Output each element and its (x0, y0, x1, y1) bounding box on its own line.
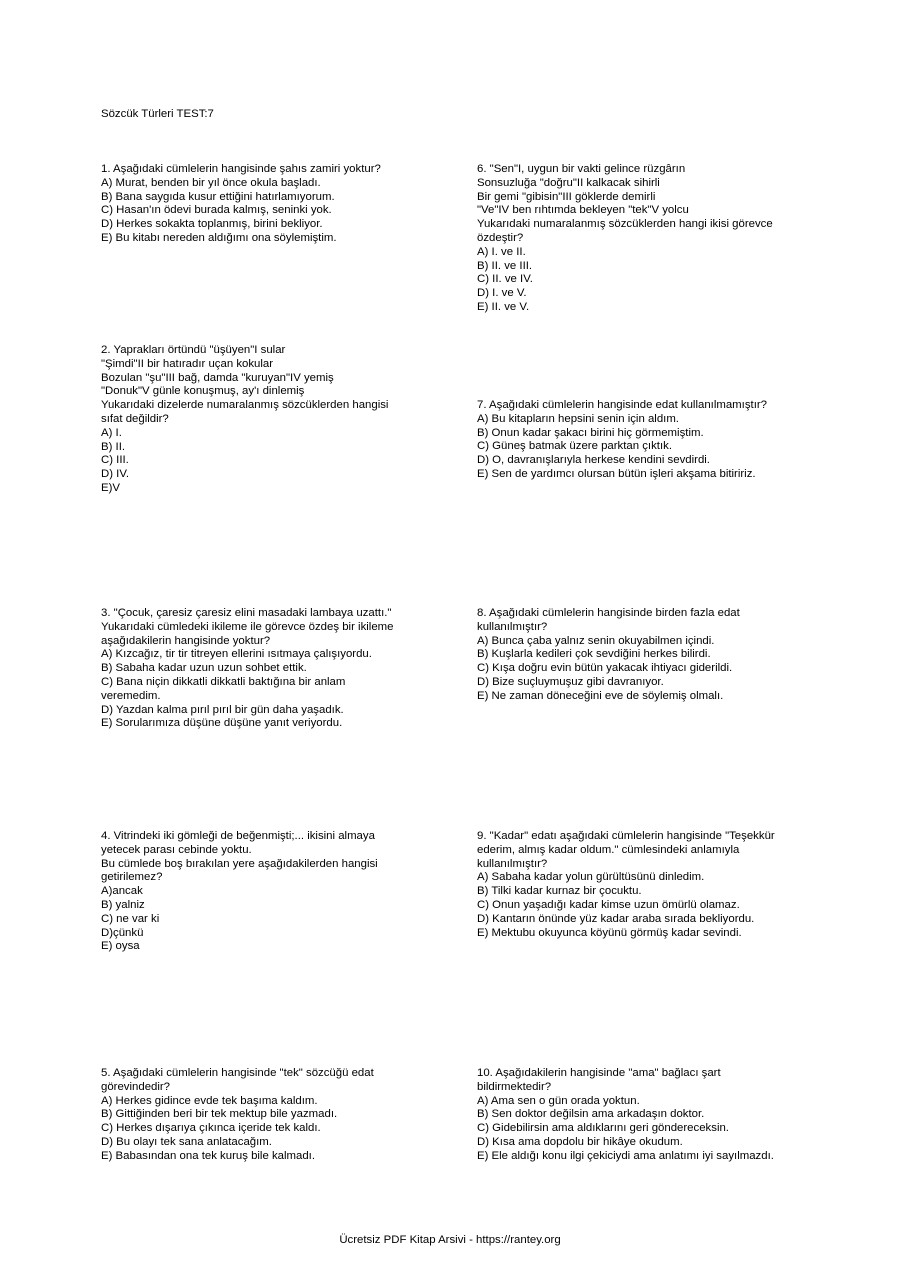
question-stem-line: Yukarıdaki cümledeki ikileme ile görevce özdeş bir ikileme (101, 620, 394, 633)
question-stem-line: Bozulan "şu"III bağ, damda "kuruyan"IV yemiş (101, 371, 334, 384)
question-7 (477, 399, 767, 482)
question-stem-line: 8. Aşağıdaki cümlelerin hangisinde birden fazla edat (477, 607, 740, 619)
answer-option: C) ne var ki (101, 912, 160, 925)
answer-option: D) Herkes sokakta toplanmış, birini bekliyor. (101, 218, 323, 231)
answer-option: B) Sabaha kadar uzun uzun sohbet ettik. (101, 662, 307, 675)
answer-option: A)ancak (101, 885, 143, 898)
question-8 (477, 607, 740, 704)
answer-option: A) I. ve II. (477, 245, 526, 258)
question-9 (477, 830, 775, 940)
answer-option: A) Murat, benden bir yıl önce okula başladı. (101, 176, 321, 189)
question-stem-line: özdeştir? (477, 231, 524, 244)
answer-option: D) Bu olayı tek sana anlatacağım. (101, 1135, 272, 1148)
question-stem-line: Yukarıdaki numaralanmış sözcüklerden hangi ikisi görevce (477, 218, 773, 231)
question-stem-line: aşağıdakilerin hangisinde yoktur? (101, 634, 271, 647)
answer-option: B) Sen doktor değilsin ama arkadaşın doktor. (477, 1108, 705, 1121)
answer-option: A) Herkes gidince evde tek başıma kaldım. (101, 1094, 318, 1107)
question-1 (101, 163, 381, 246)
answer-option: C) Güneş batmak üzere parktan çıktık. (477, 440, 672, 453)
answer-option: B) Gittiğinden beri bir tek mektup bile yazmadı. (101, 1108, 338, 1121)
question-2 (101, 344, 388, 496)
question-stem-line: 3. "Çocuk, çaresiz çaresiz elini masadaki lambaya uzattı." (101, 607, 392, 619)
question-stem-line: 4. Vitrindeki iki gömleği de beğenmişti;... ikisini almaya (101, 830, 375, 842)
question-stem-line: 5. Aşağıdaki cümlelerin hangisinde "tek" sözcüğü edat (101, 1067, 374, 1079)
answer-option: C) III. (101, 454, 129, 467)
answer-option: C) Gidebilirsin ama aldıklarını geri göndereceksin. (477, 1122, 729, 1135)
answer-option: B) II. ve III. (477, 259, 533, 272)
question-stem-line: ederim, almış kadar oldum." cümlesindeki anlamıyla (477, 843, 740, 856)
answer-option: A) I. (101, 426, 122, 439)
question-stem-line: görevindedir? (101, 1080, 171, 1093)
answer-option: B) II. (101, 440, 126, 453)
answer-option: A) Kızcağız, tir tir titreyen ellerini ısıtmaya çalışıyordu. (101, 648, 372, 661)
answer-option: E) Ne zaman döneceğini eve de söylemiş olmalı. (477, 689, 724, 702)
answer-option: E) Sorularımıza düşüne düşüne yanıt veriyordu. (101, 717, 343, 730)
answer-option: B) Onun kadar şakacı birini hiç görmemiştim. (477, 426, 704, 439)
question-stem-line: bildirmektedir? (477, 1080, 552, 1093)
answer-option: D) O, davranışlarıyla herkese kendini sevdirdi. (477, 454, 710, 467)
answer-option: C) Hasan'ın ödevi burada kalmış, seninki yok. (101, 204, 332, 217)
question-stem-line: Bu cümlede boş bırakılan yere aşağıdakilerden hangisi (101, 857, 378, 870)
answer-option: D) Kantarın önünde yüz kadar araba sırada bekliyordu. (477, 912, 755, 925)
answer-option: E)V (101, 481, 120, 494)
answer-option: D) I. ve V. (477, 287, 527, 300)
question-stem-line: 1. Aşağıdaki cümlelerin hangisinde şahıs zamiri yoktur? (101, 163, 381, 175)
question-10 (477, 1067, 774, 1164)
answer-option: C) Kışa doğru evin bütün yakacak ihtiyacı giderildi. (477, 662, 733, 675)
answer-option: E) II. ve V. (477, 300, 530, 313)
question-stem-line: sıfat değildir? (101, 412, 169, 425)
question-stem-line: Bir gemi "gibisin"III göklerde demirli (477, 190, 656, 203)
answer-option: E) Sen de yardımcı olursan bütün işleri akşama bitiririz. (477, 467, 756, 480)
question-stem-line: 2. Yaprakları örtündü "üşüyen"I sular (101, 344, 286, 356)
question-stem-line: "Donuk"V günle konuşmuş, ay'ı dinlemiş (101, 385, 305, 398)
answer-option: D) Bize suçluymuşuz gibi davranıyor. (477, 675, 664, 688)
question-stem-line: "Ve"IV ben rıhtımda bekleyen "tek"V yolcu (477, 204, 689, 217)
answer-option: B) yalniz (101, 898, 145, 911)
answer-option: B) Bana saygıda kusur ettiğini hatırlamıyorum. (101, 190, 335, 203)
answer-option: C) II. ve IV. (477, 273, 533, 286)
answer-option: A) Ama sen o gün orada yoktun. (477, 1094, 640, 1107)
answer-option: E) Mektubu okuyunca köyünü görmüş kadar sevindi. (477, 926, 742, 939)
question-stem-line: Yukarıdaki dizelerde numaralanmış sözcüklerden hangisi (101, 399, 389, 412)
question-stem-line: 9. "Kadar" edatı aşağıdaki cümlelerin hangisinde "Teşekkür (477, 830, 775, 842)
answer-option: D)çünkü (101, 926, 144, 939)
answer-option: D) Yazdan kalma pırıl pırıl bir gün daha yaşadık. (101, 703, 344, 716)
question-stem-line: 6. "Sen"I, uygun bir vakti gelince rüzgârın (477, 163, 686, 175)
answer-option: A) Bu kitapların hepsini senin için aldım. (477, 412, 679, 425)
question-stem-line: Sonsuzluğa "doğru"II kalkacak sihirli (477, 176, 660, 189)
answer-option: C) Bana niçin dikkatli dikkatli baktığına bir anlam (101, 675, 346, 688)
footer-text: Ücretsiz PDF Kitap Arsivi - https://rantey.org (339, 1234, 561, 1246)
question-4 (101, 830, 378, 954)
question-6 (477, 163, 773, 315)
answer-option: D) Kısa ama dopdolu bir hikâye okudum. (477, 1135, 683, 1148)
answer-option: B) Tilki kadar kurnaz bir çocuktu. (477, 885, 642, 898)
answer-option: veremedim. (101, 689, 161, 702)
answer-option: E) oysa (101, 940, 140, 953)
answer-option: A) Sabaha kadar yolun gürültüsünü dinledim. (477, 871, 705, 884)
answer-option: E) Bu kitabı nereden aldığımı ona söylemiştim. (101, 231, 337, 244)
question-stem-line: kullanılmıştır? (477, 857, 548, 870)
page-title: Sözcük Türleri TEST:7 (101, 108, 214, 120)
answer-option: B) Kuşlarla kedileri çok sevdiğini herkes bilirdi. (477, 648, 711, 661)
answer-option: E) Babasından ona tek kuruş bile kalmadı. (101, 1149, 316, 1162)
answer-option: A) Bunca çaba yalnız senin okuyabilmen içindi. (477, 634, 715, 647)
question-5 (101, 1067, 374, 1164)
question-stem-line: kullanılmıştır? (477, 620, 548, 633)
answer-option: C) Onun yaşadığı kadar kimse uzun ömürlü olamaz. (477, 898, 740, 911)
answer-option: D) IV. (101, 468, 130, 481)
question-stem-line: yetecek parası cebinde yoktu. (101, 843, 252, 856)
question-stem-line: 7. Aşağıdaki cümlelerin hangisinde edat kullanılmamıştır? (477, 399, 767, 411)
answer-option: C) Herkes dışarıya çıkınca içeride tek kaldı. (101, 1122, 321, 1135)
answer-option: E) Ele aldığı konu ilgi çekiciydi ama anlatımı iyi sayılmazdı. (477, 1149, 774, 1162)
question-3 (101, 607, 394, 731)
question-stem-line: getirilemez? (101, 871, 163, 884)
question-stem-line: 10. Aşağıdakilerin hangisinde "ama" bağlacı şart (477, 1067, 721, 1079)
question-stem-line: "Şimdi"II bir hatıradır uçan kokular (101, 357, 274, 370)
